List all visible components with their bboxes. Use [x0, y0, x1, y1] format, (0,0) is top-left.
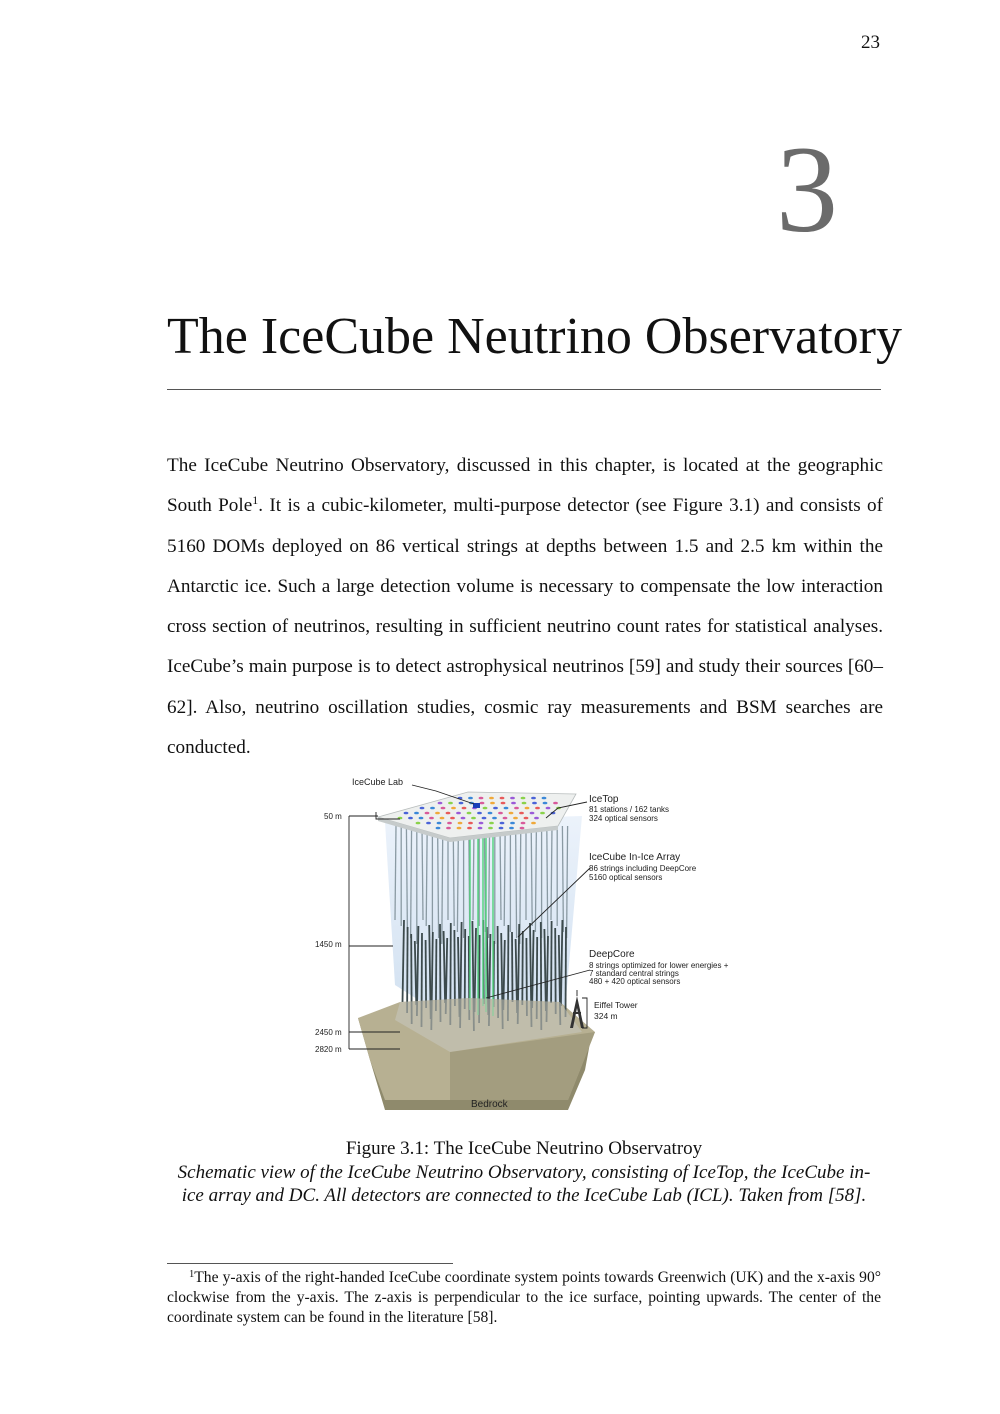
icetop-station [500, 822, 505, 825]
string-instrumented [555, 928, 556, 1014]
icetop-station [468, 797, 473, 800]
icetop-station [489, 822, 494, 825]
icetop-station [535, 807, 540, 810]
icetop-station [457, 827, 462, 830]
icetop-station [543, 802, 548, 805]
icetop-station [437, 822, 442, 825]
icetop-station [513, 817, 518, 820]
label-icecube-lab: IceCube Lab [352, 777, 404, 787]
icetop-station [542, 797, 547, 800]
icetop-station [522, 802, 527, 805]
footnote-text: The y-axis of the right-handed IceCube coordinate system points towards Greenwich (UK) and the x-axis 90° clockwise from the y-axis. The z-axis is perpendicular to the ice surface, pointing upwards. The center of the coordinate system can be found in the literature [58]. [167, 1269, 881, 1326]
icetop-station [499, 827, 504, 830]
label-inice-strings: 86 strings including DeepCore [589, 864, 697, 873]
icetop-station [521, 797, 526, 800]
icetop-station [438, 802, 443, 805]
icetop-station [520, 827, 525, 830]
icetop-station [511, 802, 516, 805]
icetop-station [448, 802, 453, 805]
icetop-station [540, 812, 545, 815]
icetop-station [489, 797, 494, 800]
icetop-station [510, 822, 515, 825]
icetop-station [519, 812, 524, 815]
label-deepcore-line3: 480 + 420 optical sensors [589, 977, 681, 986]
icetop-station [509, 827, 514, 830]
icetop-station [425, 812, 430, 815]
page-number: 23 [861, 32, 880, 53]
icetop-station [461, 817, 466, 820]
icetop-station [414, 812, 419, 815]
string-instrumented [551, 921, 552, 1003]
icetop-station [471, 817, 476, 820]
icetop-station [524, 817, 529, 820]
label-icetop-stations: 81 stations / 162 tanks [589, 805, 670, 814]
icetop-station [480, 802, 485, 805]
label-inice-sensors: 5160 optical sensors [589, 873, 663, 882]
icetop-station [416, 822, 421, 825]
icetop-station [532, 802, 537, 805]
label-depth-2820: 2820 m [315, 1045, 342, 1054]
icetop-station [477, 812, 482, 815]
label-deepcore-line1: 8 strings optimized for lower energies + [589, 961, 729, 970]
icetop-station [493, 807, 498, 810]
icecube-detector-figure [300, 770, 750, 1115]
icetop-station [462, 807, 467, 810]
icetop-station [408, 817, 413, 820]
icetop-station [467, 827, 472, 830]
body-text-part-1: The IceCube Neutrino Observatory, discussed in this chapter, is located at the geographic South Pole [167, 455, 883, 517]
icetop-station [479, 797, 484, 800]
footnote-divider [167, 1263, 453, 1264]
string-instrumented [566, 927, 567, 1017]
string-instrumented [454, 930, 455, 1006]
icetop-station [440, 817, 445, 820]
icetop-station [482, 817, 487, 820]
icetop-station [498, 812, 503, 815]
icetop-station [503, 817, 508, 820]
label-eiffel-height: 324 m [594, 1011, 618, 1021]
icetop-station [483, 807, 488, 810]
icetop-station [525, 807, 530, 810]
icetop-station [451, 807, 456, 810]
label-depth-50: 50 m [324, 812, 342, 821]
icetop-station [456, 812, 461, 815]
label-depth-2450: 2450 m [315, 1028, 342, 1037]
icetop-station [478, 827, 483, 830]
icetop-station [435, 812, 440, 815]
icetop-station [521, 822, 526, 825]
figure-caption [167, 1137, 881, 1208]
icetop-station [530, 812, 535, 815]
icetop-station [459, 802, 464, 805]
icetop-station [436, 827, 441, 830]
string-instrumented [465, 929, 466, 1009]
label-eiffel: Eiffel Tower [594, 1000, 638, 1010]
icetop-station [501, 802, 506, 805]
icetop-station [458, 822, 463, 825]
icetop-station [488, 827, 493, 830]
icetop-station [490, 802, 495, 805]
icetop-station [441, 807, 446, 810]
icetop-station [467, 812, 472, 815]
icetop-station [429, 817, 434, 820]
string-instrumented [426, 940, 427, 1008]
icetop-station [488, 812, 493, 815]
icetop-station [450, 817, 455, 820]
label-bedrock: Bedrock [471, 1099, 508, 1110]
icetop-station [534, 817, 539, 820]
figure-caption-description: Schematic view of the IceCube Neutrino Observatory, consisting of IceTop, the IceCube in-ice array and DC. All detectors are connected to the IceCube Lab (ICL). Taken from [58]. [177, 1161, 871, 1206]
string-instrumented [512, 932, 513, 1002]
label-icetop-sensors: 324 optical sensors [589, 814, 658, 823]
label-deepcore: DeepCore [589, 949, 635, 960]
icetop-station [468, 822, 473, 825]
icetop-station [447, 822, 452, 825]
label-icetop: IceTop [589, 794, 619, 805]
label-depth-1450: 1450 m [315, 940, 342, 949]
icetop-station [420, 807, 425, 810]
string-instrumented [522, 931, 523, 1005]
icetop-station [404, 812, 409, 815]
icetop-station [514, 807, 519, 810]
title-divider [167, 389, 881, 390]
footnote [167, 1268, 881, 1328]
icetop-station [446, 812, 451, 815]
icetop-station [419, 817, 424, 820]
chapter-number: 3 [776, 121, 838, 258]
icetop-station [426, 822, 431, 825]
icecube-schematic [300, 770, 750, 1115]
icetop-station [430, 807, 435, 810]
label-deepcore-line2: 7 standard central strings [589, 969, 679, 978]
icetop-station [446, 827, 451, 830]
icetop-station [500, 797, 505, 800]
footnote-reference[interactable]: 1 [252, 493, 259, 508]
string-instrumented [407, 927, 408, 1013]
icetop-station [531, 797, 536, 800]
body-paragraph [167, 446, 883, 768]
icetop-station [504, 807, 509, 810]
figure-caption-title: Figure 3.1: The IceCube Neutrino Observatroy [345, 1138, 703, 1159]
icetop-station [531, 822, 536, 825]
icetop-station [553, 802, 558, 805]
label-inice: IceCube In-Ice Array [589, 852, 681, 863]
footnote-marker: 1 [189, 1269, 195, 1280]
icetop-station [492, 817, 497, 820]
body-text-part-2: . It is a cubic-kilometer, multi-purpose detector (see Figure 3.1) and consists of 5160 DOMs deployed on 86 vertical strings at depths between 1.5 and 2.5 km within the Antarctic ice. Such a large detection volume is necessary to compensate the low interaction cross section of neutrinos, resulting in sufficient neutrino count rates for statistical analyses. IceCube’s main purpose is to detect astrophysical neutrinos [59] and study their sources [60–62]. Also, neutrino oscillation studies, cosmic ray measurements and BSM searches are conducted. [167, 495, 883, 759]
chapter-title: The IceCube Neutrino Observatory [167, 308, 902, 365]
icetop-station [509, 812, 514, 815]
icetop-station [479, 822, 484, 825]
icetop-station [510, 797, 515, 800]
icetop-station [546, 807, 551, 810]
